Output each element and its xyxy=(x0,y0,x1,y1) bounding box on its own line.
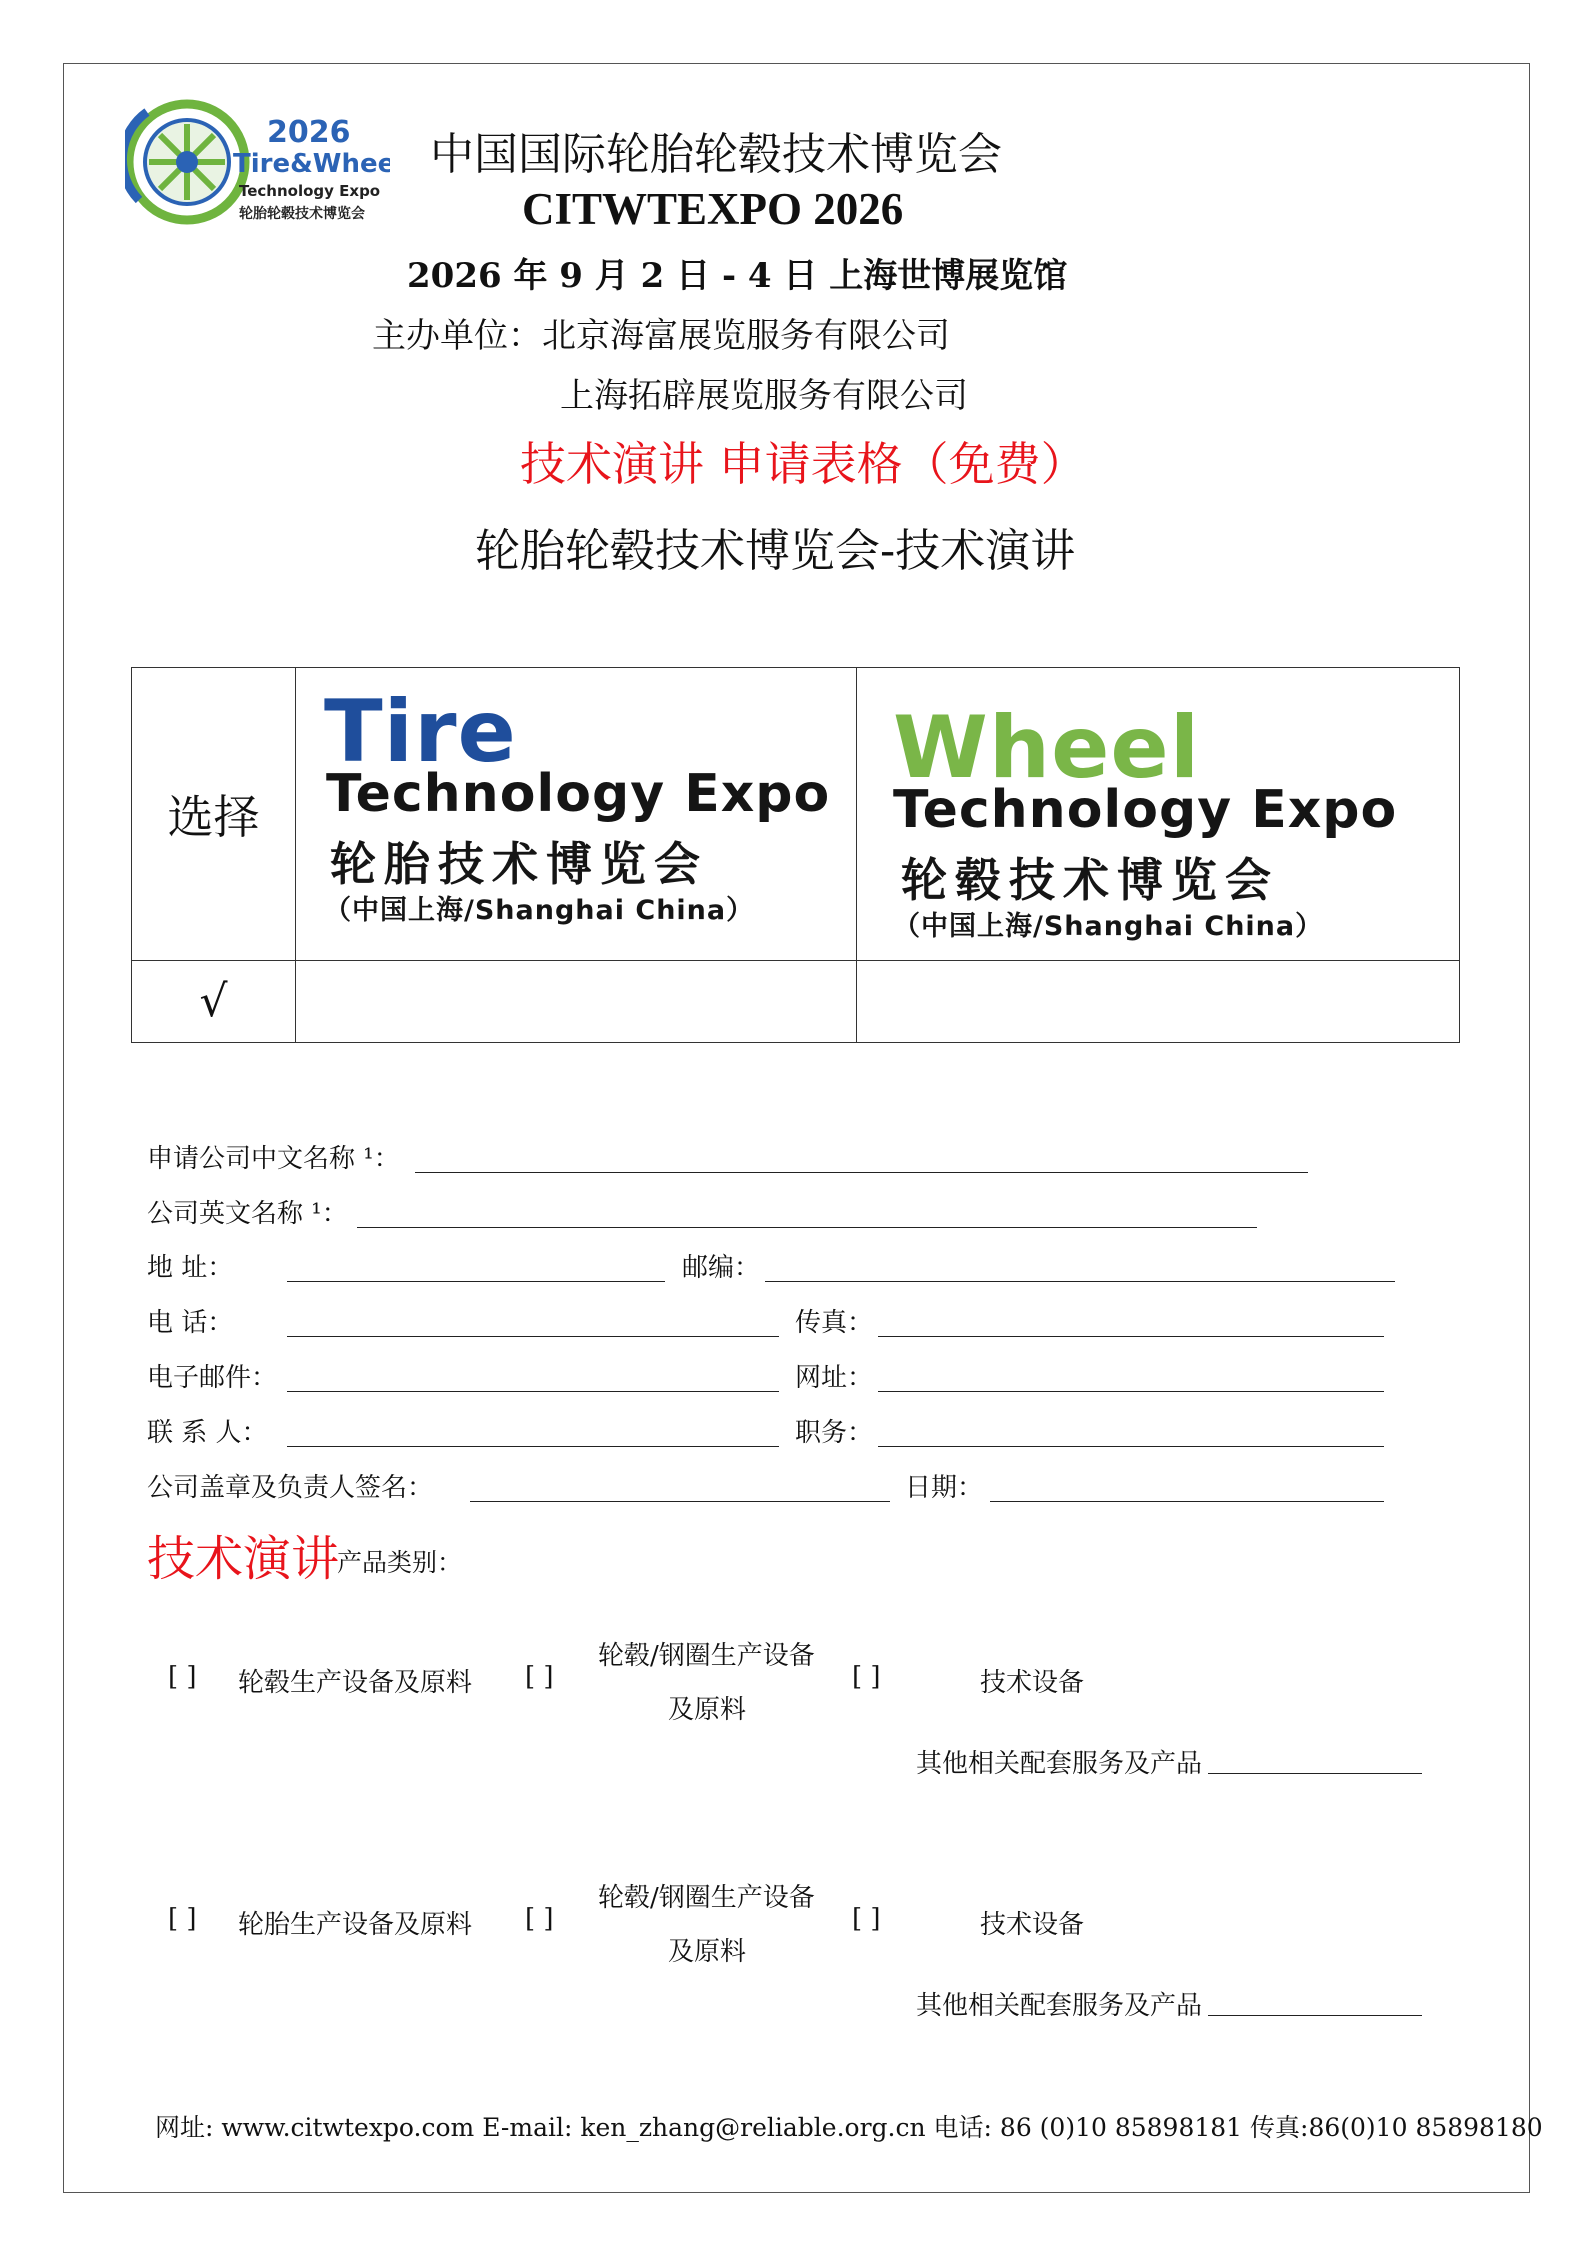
tire-location: （中国上海/Shanghai China） xyxy=(324,895,755,926)
g2-other-field[interactable] xyxy=(1208,2015,1422,2016)
category-label: 产品类别： xyxy=(337,1548,463,1577)
tire-expo-cell[interactable] xyxy=(296,668,857,961)
company-en-field[interactable] xyxy=(357,1227,1257,1228)
checkbox-g2-2[interactable]: [ ] xyxy=(525,1904,554,1934)
g2-other: 其他相关配套服务及产品 xyxy=(916,1991,1203,2021)
checkbox-g1-3[interactable]: [ ] xyxy=(852,1662,881,1692)
g1-opt3: 技术设备 xyxy=(980,1668,1085,1698)
checkbox-g2-3[interactable]: [ ] xyxy=(852,1904,881,1934)
organizer-2: 上海拓辟展览服务有限公司 xyxy=(560,376,968,416)
contact-label: 联 系 人： xyxy=(147,1418,268,1448)
tire-word: Tire xyxy=(324,682,517,782)
expo-selection-table xyxy=(131,667,1460,1043)
wheel-check-cell[interactable] xyxy=(857,961,1460,1043)
checkbox-g1-1[interactable]: [ ] xyxy=(168,1662,197,1692)
g1-opt2-line2: 及原料 xyxy=(668,1695,747,1725)
g2-opt2-line1: 轮毂/钢圈生产设备 xyxy=(598,1883,815,1913)
svg-text:Tire&Wheel: Tire&Wheel xyxy=(233,149,390,179)
speech-title: 技术演讲 xyxy=(147,1531,340,1587)
g2-opt3: 技术设备 xyxy=(980,1910,1085,1940)
g1-opt2-line1: 轮毂/钢圈生产设备 xyxy=(598,1641,815,1671)
email-field[interactable] xyxy=(287,1391,779,1392)
website-label: 网址： xyxy=(795,1363,874,1393)
phone-field[interactable] xyxy=(287,1336,779,1337)
form-subtitle: 轮胎轮毂技术博览会-技术演讲 xyxy=(475,524,1076,577)
check-mark[interactable]: √ xyxy=(132,961,296,1043)
g2-opt2-line2: 及原料 xyxy=(668,1937,747,1967)
date-label: 日期： xyxy=(905,1473,984,1503)
date-venue: 2026 年 9 月 2 日 - 4 日 上海世博展览馆 xyxy=(407,256,1068,296)
wheel-tech: Technology Expo xyxy=(893,780,1398,840)
phone-label: 电 话： xyxy=(147,1308,234,1338)
organizer-1: 主办单位：北京海富展览服务有限公司 xyxy=(372,316,950,356)
stamp-field[interactable] xyxy=(470,1501,890,1502)
g1-other: 其他相关配套服务及产品 xyxy=(916,1749,1203,1779)
svg-text:2026: 2026 xyxy=(267,115,351,150)
address-label: 地 址： xyxy=(147,1253,234,1283)
wheel-cn: 轮毂技术博览会 xyxy=(901,853,1279,907)
wheel-word: Wheel xyxy=(893,698,1201,798)
fax-field[interactable] xyxy=(878,1336,1384,1337)
position-label: 职务： xyxy=(795,1418,874,1448)
checkbox-g2-1[interactable]: [ ] xyxy=(168,1904,197,1934)
website-field[interactable] xyxy=(878,1391,1384,1392)
wheel-location: （中国上海/Shanghai China） xyxy=(893,911,1324,942)
title-en: CITWTEXPO 2026 xyxy=(522,184,904,234)
position-field[interactable] xyxy=(878,1446,1384,1447)
g1-other-field[interactable] xyxy=(1208,1773,1422,1774)
postcode-label: 邮编： xyxy=(682,1253,761,1283)
company-cn-field[interactable] xyxy=(415,1172,1308,1173)
expo-logo xyxy=(125,90,390,240)
svg-text:轮胎轮毂技术博览会: 轮胎轮毂技术博览会 xyxy=(239,206,365,222)
title-cn: 中国国际轮胎轮毂技术博览会 xyxy=(430,129,1002,180)
g1-opt1: 轮毂生产设备及原料 xyxy=(238,1668,473,1698)
tire-check-cell[interactable] xyxy=(296,961,857,1043)
email-label: 电子邮件： xyxy=(147,1363,278,1393)
form-title: 技术演讲 申请表格（免费） xyxy=(520,437,1087,491)
postcode-field[interactable] xyxy=(765,1281,1395,1282)
select-label: 选择 xyxy=(132,668,296,961)
svg-text:Technology Expo: Technology Expo xyxy=(239,182,381,200)
wheel-logo-icon xyxy=(125,90,390,240)
company-cn-label: 申请公司中文名称 ¹： xyxy=(147,1144,400,1174)
date-field[interactable] xyxy=(990,1501,1384,1502)
contact-field[interactable] xyxy=(287,1446,779,1447)
fax-label: 传真： xyxy=(795,1308,874,1338)
tire-tech: Technology Expo xyxy=(326,764,831,824)
checkbox-g1-2[interactable]: [ ] xyxy=(525,1662,554,1692)
address-field[interactable] xyxy=(287,1281,665,1282)
tire-cn: 轮胎技术博览会 xyxy=(330,837,708,891)
stamp-label: 公司盖章及负责人签名： xyxy=(147,1473,434,1503)
company-en-label: 公司英文名称 ¹： xyxy=(147,1199,348,1229)
g2-opt1: 轮胎生产设备及原料 xyxy=(238,1910,473,1940)
wheel-expo-cell[interactable] xyxy=(857,668,1460,961)
footer-contact: 网址: www.citwtexpo.com E-mail: ken_zhang@reliable.org.cn 电话: 86 (0)10 85898181 传真:86(0)10 85898180 xyxy=(155,2113,1543,2142)
